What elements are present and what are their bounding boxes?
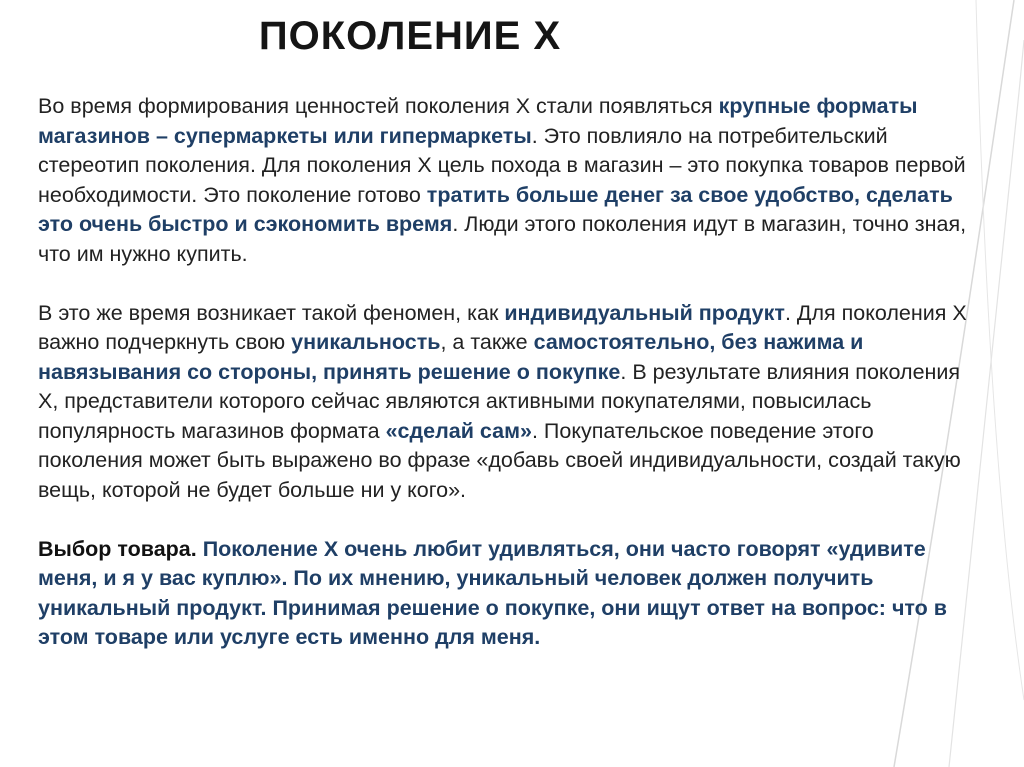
- text-segment: . В результате влияния поколения Х, представители которого сейчас являются активными покупателями, повысилась популярность магазинов формата: [38, 359, 961, 443]
- paragraph-3: [38, 535, 978, 653]
- text-segment: . Это повлияло на потребительский стереотип поколения. Для поколения Х цель похода в магазин – это покупка товаров первой необходимости. Это поколение готово: [38, 123, 966, 207]
- highlight-segment: крупные форматы магазинов – супермаркеты или гипермаркеты: [38, 94, 918, 148]
- slide-title: ПОКОЛЕНИЕ Х: [258, 14, 562, 58]
- text-segment: . Для поколения Х важно подчеркнуть свою: [38, 300, 967, 354]
- lead-in-segment: Выбор товара.: [38, 536, 197, 561]
- text-segment: . Покупательское поведение этого поколения может быть выражено во фразе «добавь своей индивидуальности, создай такую вещь, которой не будет больше ни у кого».: [38, 418, 961, 502]
- highlight-segment: индивидуальный продукт: [504, 300, 785, 325]
- highlight-segment: тратить больше денег за свое удобство, сделать это очень быстро и сэкономить время: [38, 182, 953, 236]
- highlight-segment: Поколение Х очень любит удивляться, они часто говорят «удивите меня, и я у вас куплю». По их мнению, уникальный человек должен получить уникальный продукт. Принимая решение о покупке, они ищут ответ на вопрос: что в этом товаре или услуге есть именно для меня.: [38, 536, 947, 649]
- slide-body: [38, 92, 978, 682]
- paragraph-2: [38, 299, 978, 506]
- text-segment: Во время формирования ценностей поколения Х стали появляться: [38, 94, 719, 118]
- text-segment: . Люди этого поколения идут в магазин, точно зная, что им нужно купить.: [38, 212, 967, 266]
- highlight-segment: самостоятельно, без нажима и навязывания со стороны, принять решение о покупке: [38, 330, 864, 384]
- highlight-segment: «сделай сам»: [385, 418, 532, 443]
- text-segment: В это же время возникает такой феномен, как: [38, 300, 505, 325]
- paragraph-1: [38, 92, 978, 269]
- highlight-segment: уникальность: [291, 330, 441, 354]
- text-segment: , а также: [440, 330, 534, 354]
